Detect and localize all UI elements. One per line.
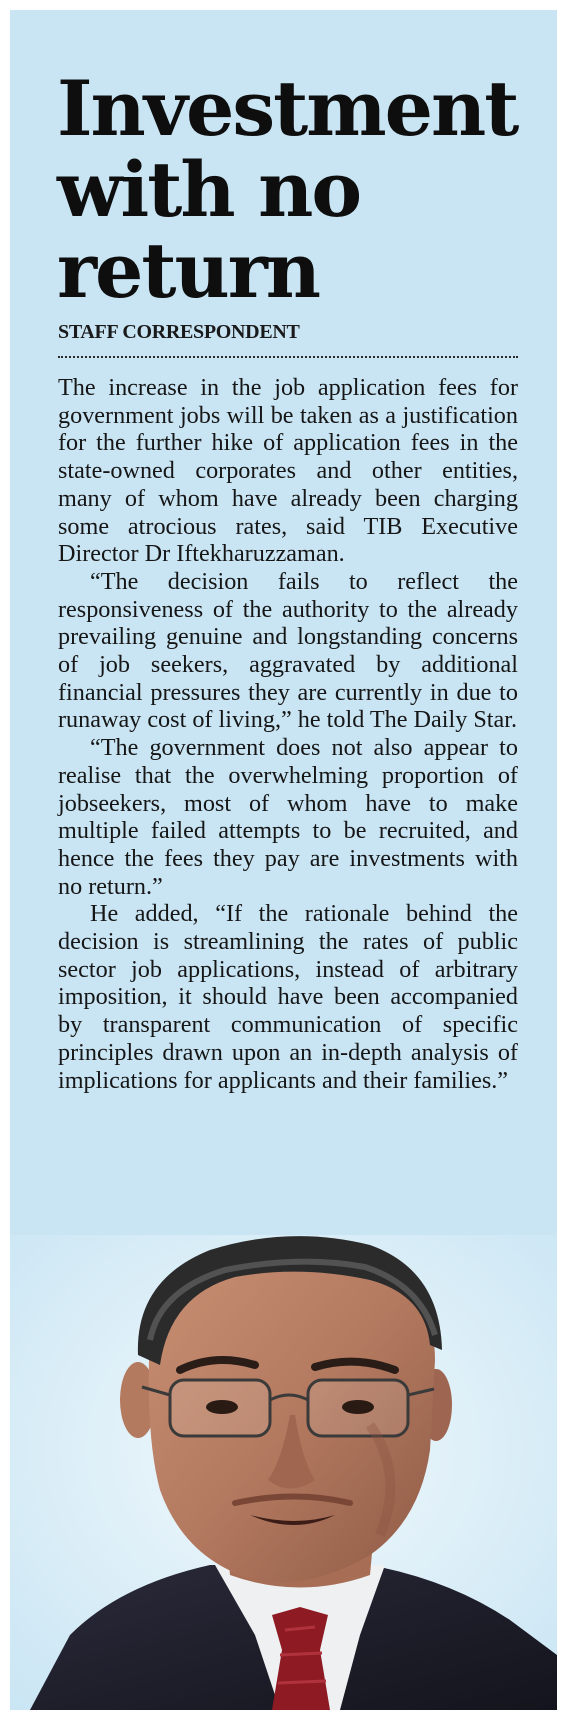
- portrait-photo: [10, 1235, 557, 1710]
- paragraph: He added, “If the rationale behind the decision is streamlining the rates of public sector job applications, instead of arbitrary imposition, it should have been accompanied by transparent communication of specific principles drawn upon an in-depth analysis of implications for applicants and their families.”: [58, 900, 518, 1094]
- paragraph: “The government does not also appear to realise that the overwhelming proportion of jobseekers, most of whom have to make multiple failed attempts to be recruited, and hence the fees they pay are investments with no return.”: [58, 734, 518, 900]
- paragraph: “The decision fails to reflect the responsiveness of the authority to the already prevailing genuine and longstanding concerns of job seekers, aggravated by additional financial pressures they are currently in due to runaway cost of living,” he told The Daily Star.: [58, 567, 518, 734]
- article-body: [58, 374, 518, 1094]
- byline: STAFF CORRESPONDENT: [58, 321, 300, 343]
- paragraph: The increase in the job application fees for government jobs will be taken as a justification for the further hike of application fees in the state-owned corporates and other entities, many of whom have already been charging some atrocious rates, said TIB Executive Director Dr Iftekharuzzaman.: [58, 374, 518, 568]
- headline: Investment with no return: [57, 64, 518, 315]
- dotted-divider: [58, 356, 518, 358]
- article-panel: [10, 10, 557, 1710]
